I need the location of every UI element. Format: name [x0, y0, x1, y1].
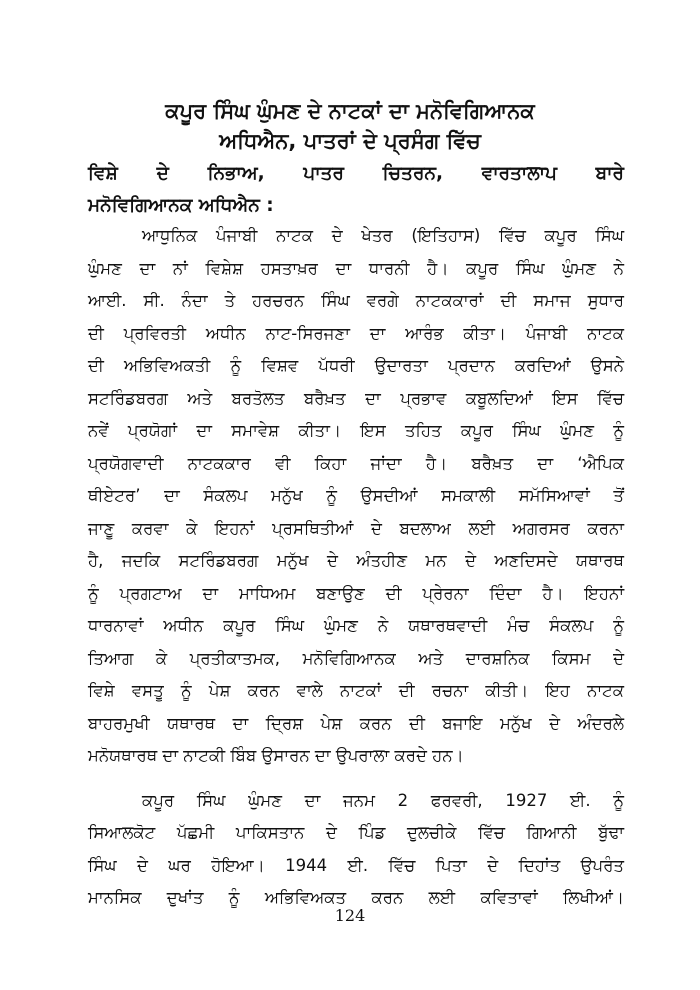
- text-line: ਜਾਣੂ ਕਰਵਾ ਕੇ ਇਹਨਾਂ ਪ੍ਰਸਥਿਤੀਆਂ ਦੇ ਬਦਲਾਅ ਲਈ ਅਗਰਸਰ ਕਰਨਾ: [88, 518, 624, 538]
- text-line: ਨਵੇਂ ਪ੍ਰਯੋਗਾਂ ਦਾ ਸਮਾਵੇਸ਼ ਕੀਤਾ। ਇਸ ਤਹਿਤ ਕਪੂਰ ਸਿੰਘ ਘੁੰਮਣ ਨੂੰ: [88, 421, 624, 440]
- text-line: ਬਾਹਰਮੁਖੀ ਯਥਾਰਥ ਦਾ ਦ੍ਰਿਸ਼ ਪੇਸ਼ ਕਰਨ ਦੀ ਬਜਾਇ ਮਨੁੱਖ ਦੇ ਅੰਦਰਲੇ: [88, 713, 624, 733]
- page-number: 124: [334, 906, 366, 925]
- text-line: ਦੀ ਪ੍ਰਵਿਰਤੀ ਅਧੀਨ ਨਾਟ-ਸਿਰਜਣਾ ਦਾ ਆਰੰਭ ਕੀਤਾ। ਪੰਜਾਬੀ ਨਾਟਕ: [88, 323, 624, 343]
- text-line: ਪ੍ਰਯੋਗਵਾਦੀ ਨਾਟਕਕਾਰ ਵੀ ਕਿਹਾ ਜਾਂਦਾ ਹੈ। ਬਰੈਖ਼ਤ ਦਾ ‘ਐਪਿਕ: [88, 453, 624, 473]
- text-line: ਧਾਰਨਾਵਾਂ ਅਧੀਨ ਕਪੂਰ ਸਿੰਘ ਘੁੰਮਣ ਨੇ ਯਥਾਰਥਵਾਦੀ ਮੰਚ ਸੰਕਲਪ ਨੂੰ: [88, 616, 624, 635]
- text-line: ਸਿਆਲਕੋਟ ਪੱਛਮੀ ਪਾਕਿਸਤਾਨ ਦੇ ਪਿੰਡ ਦੁਲਚੀਕੇ ਵਿੱਚ ਗਿਆਨੀ ਬੁੱਢਾ: [88, 823, 624, 842]
- text-line: ਮਾਨਸਿਕ ਦੁਖਾਂਤ ਨੂੰ ਅਭਿਵਿਅਕਤ ਕਰਨ ਲਈ ਕਵਿਤਾਵਾਂ ਲਿਖੀਆਂ।: [88, 888, 624, 907]
- page-title: [60, 96, 640, 156]
- title-line-2: ਅਧਿਐਨ, ਪਾਤਰਾਂ ਦੇ ਪ੍ਰਸੰਗ ਵਿੱਚ: [219, 129, 481, 153]
- text-line: ਘੁੰਮਣ ਦਾ ਨਾਂ ਵਿਸ਼ੇਸ਼ ਹਸਤਾਖ਼ਰ ਦਾ ਧਾਰਨੀ ਹੈ। ਕਪੂਰ ਸਿੰਘ ਘੁੰਮਣ ਨੇ: [88, 258, 624, 278]
- text-line: ਵਿਸ਼ੇ ਵਸਤੂ ਨੂੰ ਪੇਸ਼ ਕਰਨ ਵਾਲੇ ਨਾਟਕਾਂ ਦੀ ਰਚਨਾ ਕੀਤੀ। ਇਹ ਨਾਟਕ: [88, 681, 624, 700]
- text-line: ਨੂੰ ਪ੍ਰਗਟਾਅ ਦਾ ਮਾਧਿਅਮ ਬਣਾਉਣ ਦੀ ਪ੍ਰੇਰਨਾ ਦਿੰਦਾ ਹੈ। ਇਹਨਾਂ: [88, 583, 624, 603]
- section-heading-line-2: ਮਨੋਵਿਗਿਆਨਕ ਅਧਿਐਨ :: [88, 195, 274, 216]
- section-heading-line-1: ਵਿਸ਼ੇ ਦੇ ਨਿਭਾਅ, ਪਾਤਰ ਚਿਤਰਨ, ਵਾਰਤਾਲਾਪ ਬਾਰੇ: [88, 163, 624, 184]
- paragraph-2: [88, 785, 624, 915]
- body-text: [88, 220, 624, 915]
- text-line: ਸਿੰਘ ਦੇ ਘਰ ਹੋਇਆ। 1944 ਈ. ਵਿੱਚ ਪਿਤਾ ਦੇ ਦਿਹਾਂਤ ਉਪਰੰਤ: [88, 855, 624, 875]
- text-line: ਕਪੂਰ ਸਿੰਘ ਘੁੰਮਣ ਦਾ ਜਨਮ 2 ਫਰਵਰੀ, 1927 ਈ. ਨੂੰ: [142, 790, 624, 810]
- paragraph-1: [88, 220, 624, 773]
- text-line: ਥੀਏਟਰ’ ਦਾ ਸੰਕਲਪ ਮਨੁੱਖ ਨੂੰ ਉਸਦੀਆਂ ਸਮਕਾਲੀ ਸਮੱਸਿਆਵਾਂ ਤੋਂ: [88, 486, 624, 505]
- text-line: ਮਨੋਯਥਾਰਥ ਦਾ ਨਾਟਕੀ ਬਿੰਬ ਉਸਾਰਨ ਦਾ ਉਪਰਾਲਾ ਕਰਦੇ ਹਨ।: [88, 746, 464, 765]
- text-line: ਆਧੁਨਿਕ ਪੰਜਾਬੀ ਨਾਟਕ ਦੇ ਖੇਤਰ (ਇਤਿਹਾਸ) ਵਿੱਚ ਕਪੂਰ ਸਿੰਘ: [142, 226, 624, 245]
- title-line-1: ਕਪੂਰ ਸਿੰਘ ਘੁੰਮਣ ਦੇ ਨਾਟਕਾਂ ਦਾ ਮਨੋਵਿਗਿਆਨਕ: [165, 99, 535, 123]
- text-line: ਆਈ. ਸੀ. ਨੰਦਾ ਤੇ ਹਰਚਰਨ ਸਿੰਘ ਵਰਗੇ ਨਾਟਕਕਾਰਾਂ ਦੀ ਸਮਾਜ ਸੁਧਾਰ: [88, 291, 624, 310]
- text-line: ਦੀ ਅਭਿਵਿਅਕਤੀ ਨੂੰ ਵਿਸ਼ਵ ਪੱਧਰੀ ਉਦਾਰਤਾ ਪ੍ਰਦਾਨ ਕਰਦਿਆਂ ਉਸਨੇ: [88, 356, 624, 375]
- text-line: ਤਿਆਗ ਕੇ ਪ੍ਰਤੀਕਾਤਮਕ, ਮਨੋਵਿਗਿਆਨਕ ਅਤੇ ਦਾਰਸ਼ਨਿਕ ਕਿਸਮ ਦੇ: [88, 648, 624, 668]
- text-line: ਸਟਰਿੰਡਬਰਗ ਅਤੇ ਬਰਤੋਲਤ ਬਰੈਖ਼ਤ ਦਾ ਪ੍ਰਭਾਵ ਕਬੂਲਦਿਆਂ ਇਸ ਵਿੱਚ: [88, 388, 624, 408]
- text-line: ਹੈ, ਜਦਕਿ ਸਟਰਿੰਡਬਰਗ ਮਨੁੱਖ ਦੇ ਅੰਤਹੀਣ ਮਨ ਦੇ ਅਣਦਿਸਦੇ ਯਥਾਰਥ: [88, 551, 624, 570]
- paragraph-gap: [88, 773, 624, 785]
- section-heading: [88, 158, 624, 222]
